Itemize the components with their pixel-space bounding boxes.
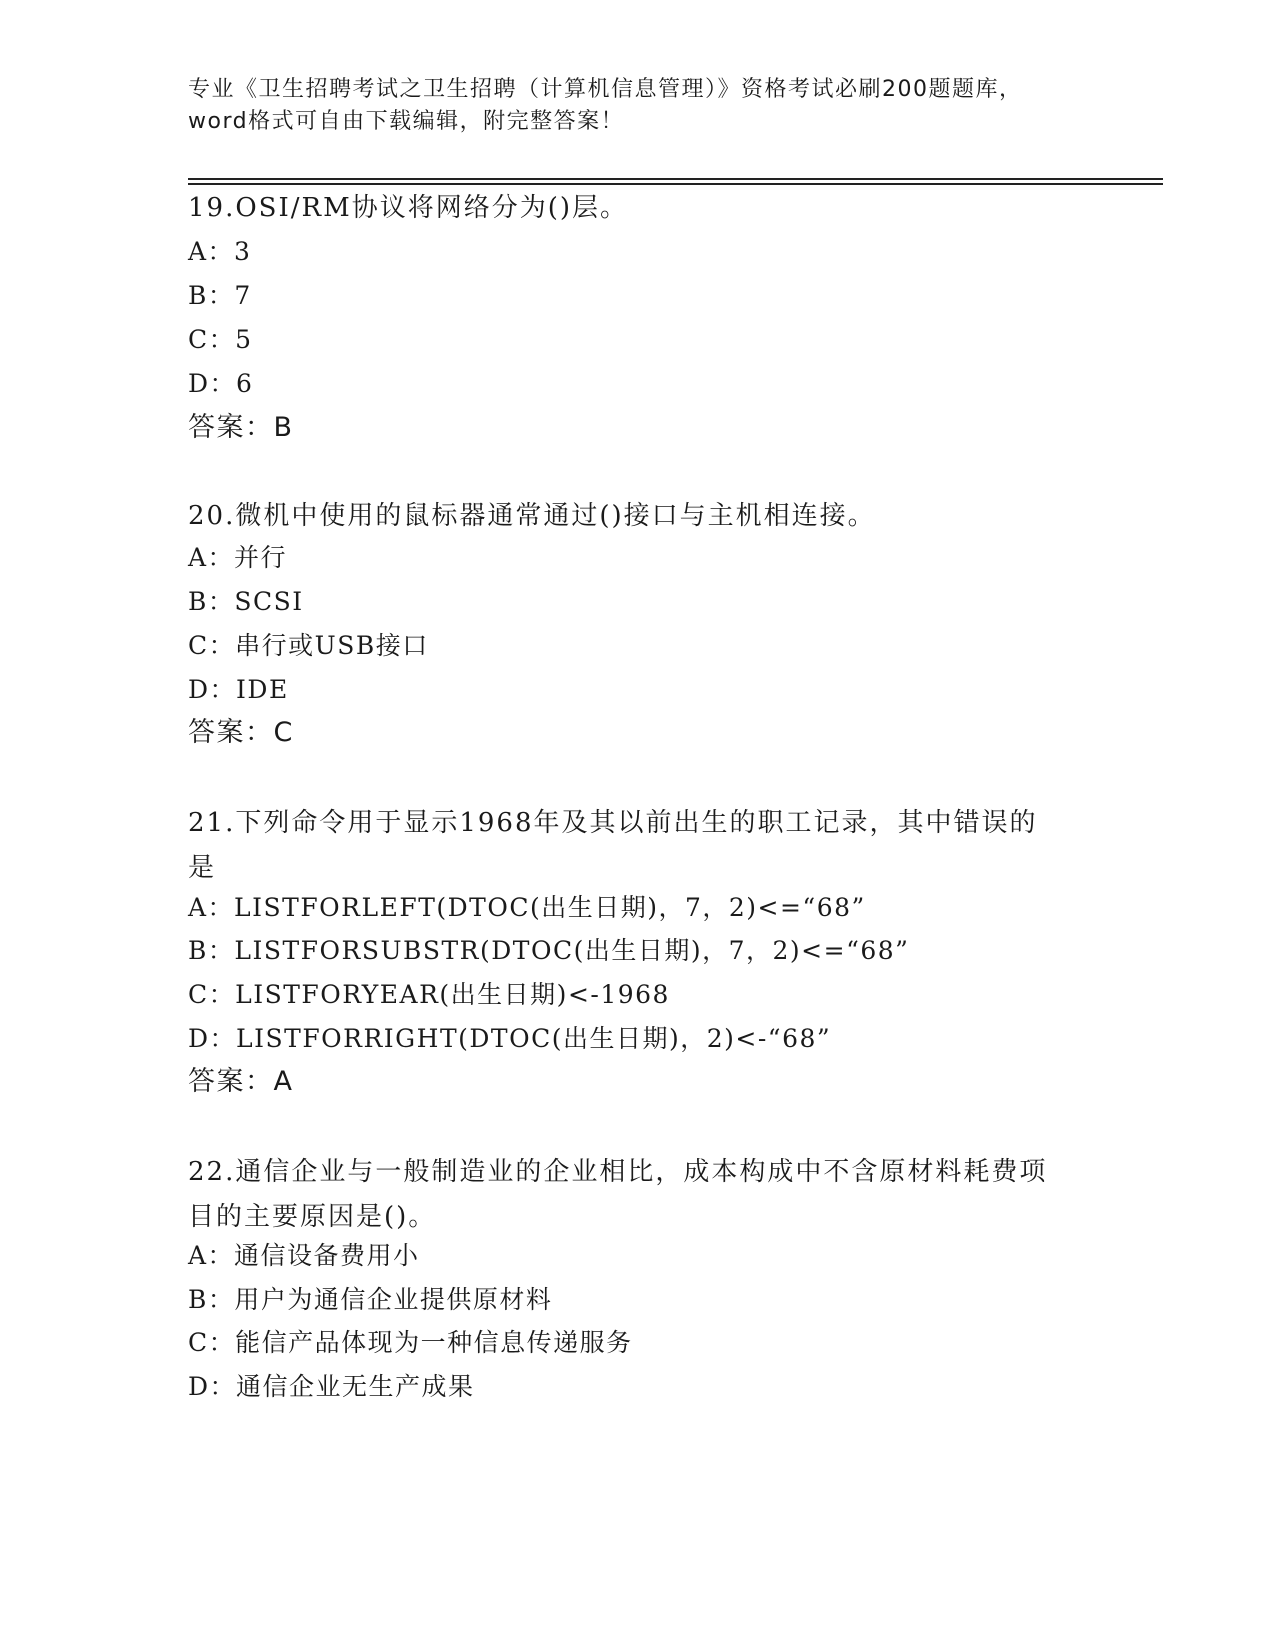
question-21-option-c: C：LISTFORYEAR(出生日期)<-1968 xyxy=(188,980,670,1009)
question-22-option-c: C：能信产品体现为一种信息传递服务 xyxy=(188,1328,633,1357)
question-21-option-a: A：LISTFORLEFT(DTOC(出生日期)，7，2)<=“68” xyxy=(188,893,866,922)
question-21-answer: 答案：A xyxy=(188,1066,294,1097)
question-19-option-b: B：7 xyxy=(188,281,252,310)
header-divider-bottom xyxy=(188,183,1163,185)
question-20-option-a: A：并行 xyxy=(188,543,288,572)
question-19-answer: 答案：B xyxy=(188,412,294,443)
question-19-option-d: D：6 xyxy=(188,369,254,398)
question-22-option-d: D：通信企业无生产成果 xyxy=(188,1372,475,1401)
question-21-option-b: B：LISTFORSUBSTR(DTOC(出生日期)，7，2)<=“68” xyxy=(188,936,910,965)
header-divider-top xyxy=(188,178,1163,180)
question-20-option-d: D：IDE xyxy=(188,675,289,704)
document-header xyxy=(188,74,1108,138)
question-21-option-d: D：LISTFORRIGHT(DTOC(出生日期)，2)<-“68” xyxy=(188,1024,832,1053)
question-19-option-c: C：5 xyxy=(188,325,253,354)
question-22-option-a: A：通信设备费用小 xyxy=(188,1241,420,1270)
question-20-option-b: B：SCSI xyxy=(188,587,304,616)
question-20-answer: 答案：C xyxy=(188,717,294,748)
header-line-1: 专业《卫生招聘考试之卫生招聘（计算机信息管理）》资格考试必刷200题题库， xyxy=(188,77,1023,102)
question-19-option-a: A：3 xyxy=(188,237,252,266)
question-20-option-c: C：串行或USB接口 xyxy=(188,631,429,660)
question-19-text: 19.OSI/RM协议将网络分为()层。 xyxy=(188,193,628,223)
question-22-text: 22.通信企业与一般制造业的企业相比，成本构成中不含原材料耗费项 目的主要原因是()。 xyxy=(188,1157,1048,1232)
header-line-2: word格式可自由下载编辑，附完整答案！ xyxy=(188,109,625,134)
question-22-option-b: B：用户为通信企业提供原材料 xyxy=(188,1285,553,1314)
question-21-text: 21.下列命令用于显示1968年及其以前出生的职工记录，其中错误的 是 xyxy=(188,808,1038,883)
question-20-text: 20.微机中使用的鼠标器通常通过()接口与主机相连接。 xyxy=(188,501,876,531)
